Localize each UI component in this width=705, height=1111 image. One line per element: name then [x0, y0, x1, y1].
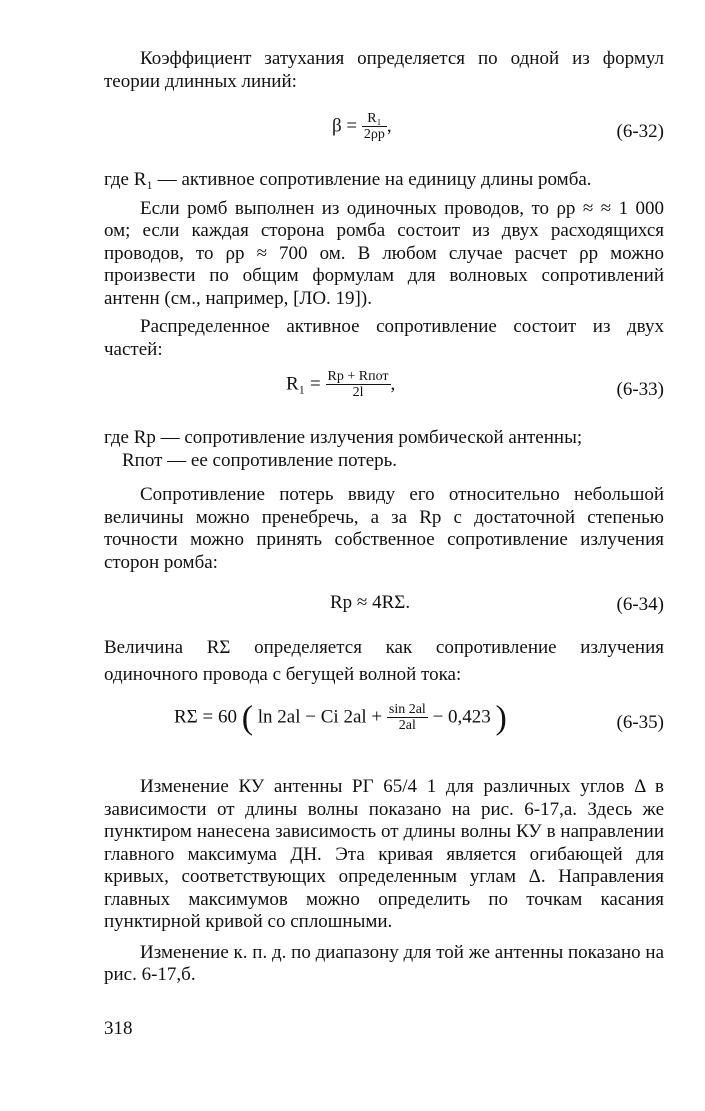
equation-6-35-numerator: sin 2al [388, 702, 426, 717]
left-paren-glyph: ( [241, 699, 254, 737]
paragraph-loss-resistance: Сопротивление потерь ввиду его относительно небольшой величины можно пренебречь, а за Rр с достаточной степенью точности можно принять собственное сопротивление излучения сторон ромба: [104, 484, 664, 573]
equation-6-35-constant: − 0,423 [432, 706, 491, 728]
right-paren-glyph: ) [495, 699, 507, 737]
equation-6-33-lhs: R₁ = [286, 373, 321, 395]
equation-6-35 [104, 700, 664, 750]
equation-6-32-expression [332, 111, 392, 143]
paragraph-gain-variation: Изменение КУ антенны РГ 65/4 1 для различных углов Δ в зависимости от длины волны показано на рис. 6-17,а. Здесь же пунктиром нанесена зависимость от длины волны КУ в направлении главного максимума ДН. Эта кривая является огибающей для кривых, соответствующих определенным углам Δ. Направления главных максимумов можно определить по точкам касания пунктирной кривой со сплошными. [104, 776, 664, 932]
paragraph-rsigma-definition: Величина RΣ определяется как сопротивление излучения одиночного провода с бегущей волной тока: [104, 637, 664, 685]
equation-6-35-expression [174, 699, 507, 737]
equation-6-33-fraction [326, 369, 391, 401]
equation-6-34-expression: Rр ≈ 4RΣ. [330, 592, 411, 613]
equation-6-32-tail: , [386, 115, 392, 137]
equation-6-32 [104, 111, 664, 155]
paragraph-wire-impedance: Если ромб выполнен из одиночных проводов, то ρр ≈ ≈ 1 000 ом; если каждая сторона ромба состоит из двух расходящихся проводов, то ρр ≈ 700 ом. В любом случае расчет ρр можно произвести по общим формулам для волновых сопротивлений антенн (см., например, [ЛО. 19]). [104, 197, 664, 309]
page-number: 318 [104, 1018, 133, 1039]
equation-6-33-number: (6-33) [616, 379, 664, 400]
equation-6-35-number: (6-35) [616, 712, 664, 733]
equation-6-33-tail: , [390, 373, 396, 395]
equation-6-32-number: (6-32) [616, 121, 664, 142]
paragraph-efficiency-variation: Изменение к. п. д. по диапазону для той же антенны показано на рис. 6-17,б. [104, 941, 664, 985]
paragraph-rr-definition: где Rр — сопротивление излучения ромбической антенны; [104, 427, 583, 448]
equation-6-33-expression [286, 369, 395, 401]
equation-6-33-numerator: Rр + Rпот [327, 369, 389, 384]
paragraph-distributed-resistance: Распределенное активное сопротивление состоит из двух частей: [104, 316, 664, 360]
equation-6-35-fraction [387, 702, 428, 734]
equation-6-35-terms: ln 2al − Ci 2al + [257, 706, 383, 728]
equation-6-33 [104, 369, 664, 413]
equation-6-35-denominator: 2al [398, 718, 416, 733]
equation-6-32-fraction [362, 111, 387, 143]
paragraph-r1-definition: где R₁ — активное сопротивление на единицу длины ромба. [104, 169, 592, 190]
equation-6-33-denominator: 2l [352, 385, 364, 400]
paragraph-attenuation-intro: Коэффициент затухания определяется по одной из формул теории длинных линий: [104, 48, 664, 92]
equation-6-32-lhs: β = [332, 115, 358, 137]
equation-6-34 [104, 584, 664, 628]
page-body [104, 48, 664, 987]
equation-6-35-lhs: RΣ = 60 [174, 706, 237, 728]
paragraph-rpot-definition: Rпот — ее сопротивление потерь. [122, 449, 398, 471]
equation-6-32-denominator: 2ρр [363, 127, 385, 142]
equation-6-34-number: (6-34) [616, 594, 664, 615]
equation-6-32-numerator: R₁ [362, 111, 387, 127]
